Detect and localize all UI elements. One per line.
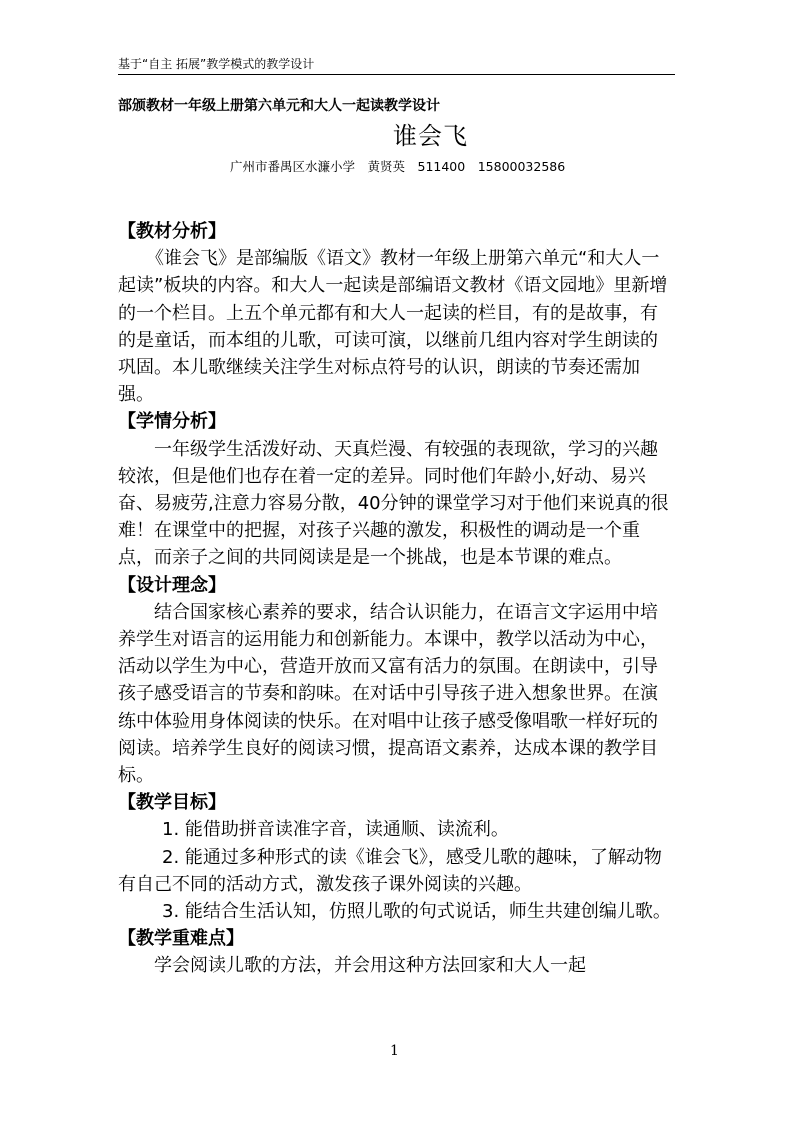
goal-item: 1. 能借助拼音读准字音，读通顺、读流利。 <box>162 819 509 841</box>
section-heading-material: 【教材分析】 <box>118 221 226 242</box>
document-body <box>118 218 673 980</box>
goal-item: 3. 能结合生活认知，仿照儿歌的句式说话，师生共建创编儿歌。 <box>162 901 671 923</box>
material-paragraph: 《谁会飞》是部编版《语文》教材一年级上册第六单元“和大人一起读”板块的内容。和大人一起读是部编语文教材《语文园地》里新增的一个栏目。上五个单元都有和大人一起读的栏目，有的是故事，有的是童话，而本组的儿歌，可读可演，以继前几组内容对学生朗读的巩固。本儿歌继续关注学生对标点符号的认识，朗读的节奏还需加强。 <box>118 248 668 406</box>
section-heading-goals: 【教学目标】 <box>118 792 226 814</box>
keypoints-paragraph: 学会阅读儿歌的方法，并会用这种方法回家和大人一起 <box>154 955 586 977</box>
section-heading-keypoints: 【教学重难点】 <box>118 928 244 950</box>
page-number: 1 <box>390 1043 399 1059</box>
author-info: 广州市番禺区水濂小学 黄贤英 511400 15800032586 <box>230 159 566 174</box>
section-heading-concept: 【设计理念】 <box>118 574 226 596</box>
goal-item: 2. 能通过多种形式的读《谁会飞》，感受儿歌的趣味，了解动物有自己不同的活动方式，激发孩子课外阅读的兴趣。 <box>118 846 662 895</box>
concept-paragraph: 结合国家核心素养的要求，结合认识能力，在语言文字运用中培养学生对语言的运用能力和创新能力。本课中，教学以活动为中心，活动以学生为中心，营造开放而又富有活力的氛围。在朗读中，引导孩子感受语言的节奏和韵味。在对话中引导孩子进入想象世界。在演练中体验用身体阅读的快乐。在对唱中让孩子感受像唱歌一样好玩的阅读。培养学生良好的阅读习惯，提高语文素养，达成本课的教学目标。 <box>118 601 658 787</box>
lesson-title: 谁会飞 <box>393 122 468 150</box>
students-paragraph: 一年级学生活泼好动、天真烂漫、有较强的表现欲，学习的兴趣较浓，但是他们也存在着一定的差异。同时他们年龄小,好动、易兴奋、易疲劳,注意力容易分散，40分钟的课堂学习对于他们来说真的很难！在课堂中的把握，对孩子兴趣的激发，积极性的调动是一个重点，而亲子之间的共同阅读是是一个挑战，也是本节课的难点。 <box>118 438 669 569</box>
section-heading-students: 【学情分析】 <box>118 411 226 433</box>
running-header: 基于“自主 拓展”教学模式的教学设计 <box>118 56 675 75</box>
document-title: 部颁教材一年级上册第六单元和大人一起读教学设计 <box>118 98 440 114</box>
